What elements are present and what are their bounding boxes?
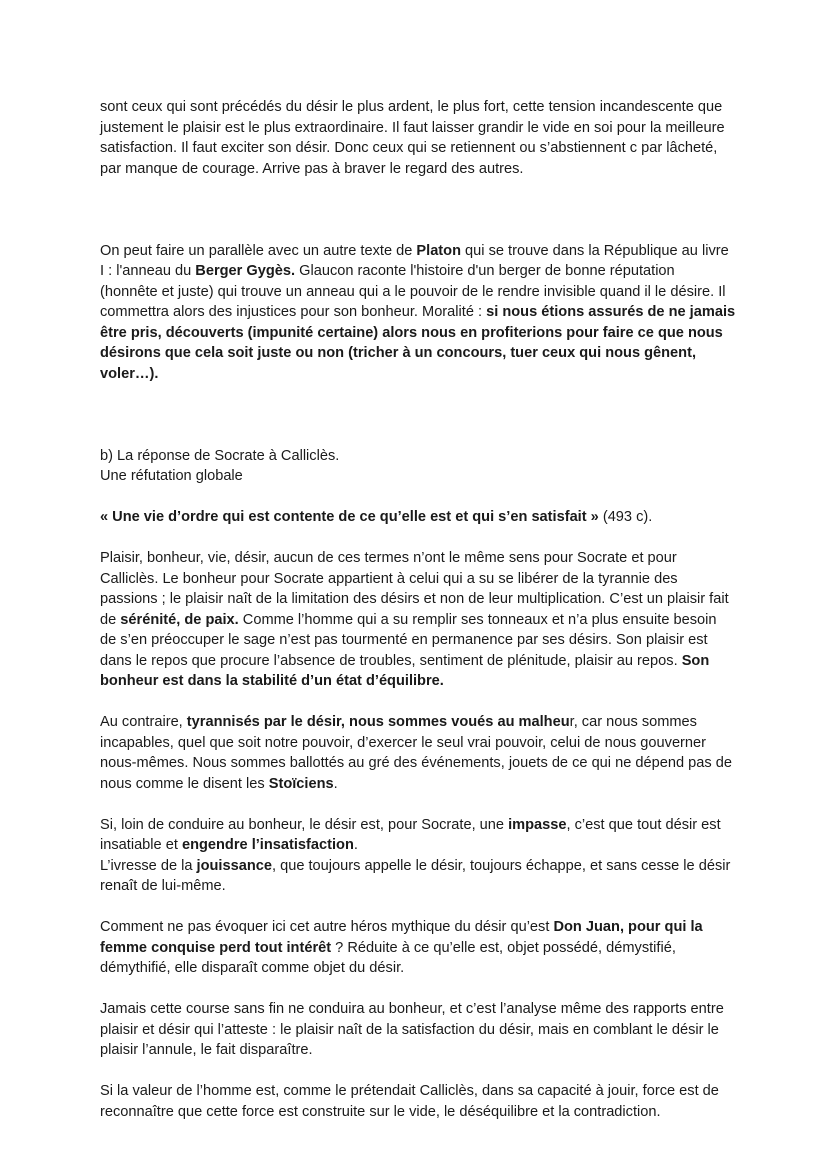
spacer <box>100 692 736 713</box>
bold-text-run: si nous étions assurés de ne jamais être pris, découverts (impunité certaine) alors nous en profiterions pour faire ce que nous désirons que cela soit juste ou non (tricher à un concours, tuer ceux qui nous gênent, voler…). <box>100 304 736 382</box>
paragraph-don-juan <box>100 917 736 979</box>
text-run: sont ceux qui sont précédés du désir le plus ardent, le plus fort, cette tension incandescente que justement le plaisir est le plus extraordinaire. Il faut laisser grandir le vide en soi pour la meilleure satisfaction. Il faut exciter son désir. Donc ceux qui se retiennent ou s’abstiennent c par lâcheté, par manque de courage. Arrive pas à braver le regard des autres. <box>100 99 725 177</box>
bold-text-run: Don Juan, pour qui la femme conquise perd tout intérêt <box>100 919 703 956</box>
bold-text-run: jouissance <box>196 857 272 874</box>
bold-text-run: Berger Gygès. <box>195 263 296 279</box>
text-run: (493 c). <box>598 509 653 525</box>
text-run: ? Réduite à ce qu’elle est, objet possédé, démystifié, démythifié, elle disparaît comme objet du désir. <box>100 939 676 976</box>
bold-text-run: sérénité, de paix. <box>120 611 239 628</box>
text-run: , que toujours appelle le désir, toujours échappe, et sans cesse le désir renaît de lui-même. <box>100 857 731 894</box>
text-run: Plaisir, bonheur, vie, désir, aucun de ces termes n’ont le même sens pour Socrate et pour Calliclès. Le bonheur pour Socrate appartient à celui qui a su se libérer de la tyrannie des passions ; le plaisir naît de la limitation des désirs et non de leur multiplication. C’est un plaisir fait de <box>100 550 729 628</box>
bold-text-run: Platon <box>416 242 461 259</box>
text-run: Glaucon raconte l'histoire d'un berger de bonne réputation (honnête et juste) qui trouve un anneau qui a le pouvoir de le rendre invisible quand il le désire. Il commettra alors des injustices pour son bonheur. Moralité : <box>100 263 726 320</box>
paragraph-jouissance <box>100 856 736 897</box>
bold-text-run: engendre l’insatisfaction <box>181 837 354 853</box>
section-heading <box>100 446 736 487</box>
text-run: Jamais cette course sans fin ne conduira au bonheur, et c’est l’analyse même des rapports entre plaisir et désir qui l’atteste : le plaisir naît de la satisfaction du désir, mais en comblant le désir le plaisir l’annule, le fait disparaître. <box>100 1001 724 1058</box>
text-run: On peut faire un parallèle avec un autre texte de <box>100 242 417 259</box>
bold-text-run: impasse <box>508 816 567 833</box>
paragraph-conclusion <box>100 1081 736 1122</box>
bold-text-run: Stoïciens <box>268 775 334 792</box>
paragraph-tyranny-of-desire <box>100 712 736 794</box>
spacer <box>100 897 736 918</box>
text-run: . <box>333 775 338 792</box>
text-run: r, car nous sommes incapables, quel que soit notre pouvoir, d’exercer le seul vrai pouvoir, celui de nous gouverner nous-mêmes. Nous sommes ballottés au gré des événements, jouets de ce qui ne dépend pas de nous comme le disent les <box>100 714 732 792</box>
paragraph-endless-race <box>100 999 736 1061</box>
spacer <box>100 1061 736 1082</box>
paragraph-desire-impasse <box>100 815 736 856</box>
text-run: qui se trouve dans la République au livre I : l'anneau du <box>100 242 729 279</box>
text-run: Si la valeur de l’homme est, comme le prétendait Calliclès, dans sa capacité à jouir, force est de reconnaître que cette force est construite sur le vide, le déséquilibre et la contradiction. <box>100 1083 719 1120</box>
spacer <box>100 487 736 508</box>
spacer <box>100 528 736 549</box>
text-run: , c’est que tout désir est insatiable et <box>100 816 721 853</box>
spacer <box>100 384 736 446</box>
section-title: b) La réponse de Socrate à Calliclès. <box>100 447 340 464</box>
bold-text-run: « Une vie d’ordre qui est contente de ce qu’elle est et qui s’en satisfait » <box>100 509 599 525</box>
text-run: Au contraire, <box>100 714 187 730</box>
spacer <box>100 179 736 241</box>
text-run: Comment ne pas évoquer ici cet autre héros mythique du désir qu’est <box>100 919 554 935</box>
paragraph-socrates-happiness <box>100 548 736 692</box>
section-subtitle: Une réfutation globale <box>100 468 243 484</box>
paragraph-gyges-ring <box>100 241 736 385</box>
bold-text-run: Son bonheur est dans la stabilité d’un état d’équilibre. <box>100 652 710 689</box>
spacer <box>100 794 736 815</box>
spacer <box>100 979 736 1000</box>
bold-text-run: tyrannisés par le désir, nous sommes voués au malheu <box>186 714 570 730</box>
quote-line <box>100 507 736 528</box>
text-run: Comme l’homme qui a su remplir ses tonneaux et n’a plus ensuite besoin de s’en préoccuper le sage n’est pas tourmenté en permanence par ses désirs. Son plaisir est dans le repos que procure l’absence de troubles, sentiment de plénitude, plaisir au repos. <box>100 611 717 669</box>
text-run: . <box>353 837 358 853</box>
paragraph-desire-intensity <box>100 97 736 179</box>
text-run: Si, loin de conduire au bonheur, le désir est, pour Socrate, une <box>100 816 509 833</box>
text-run: L’ivresse de la <box>100 857 197 874</box>
